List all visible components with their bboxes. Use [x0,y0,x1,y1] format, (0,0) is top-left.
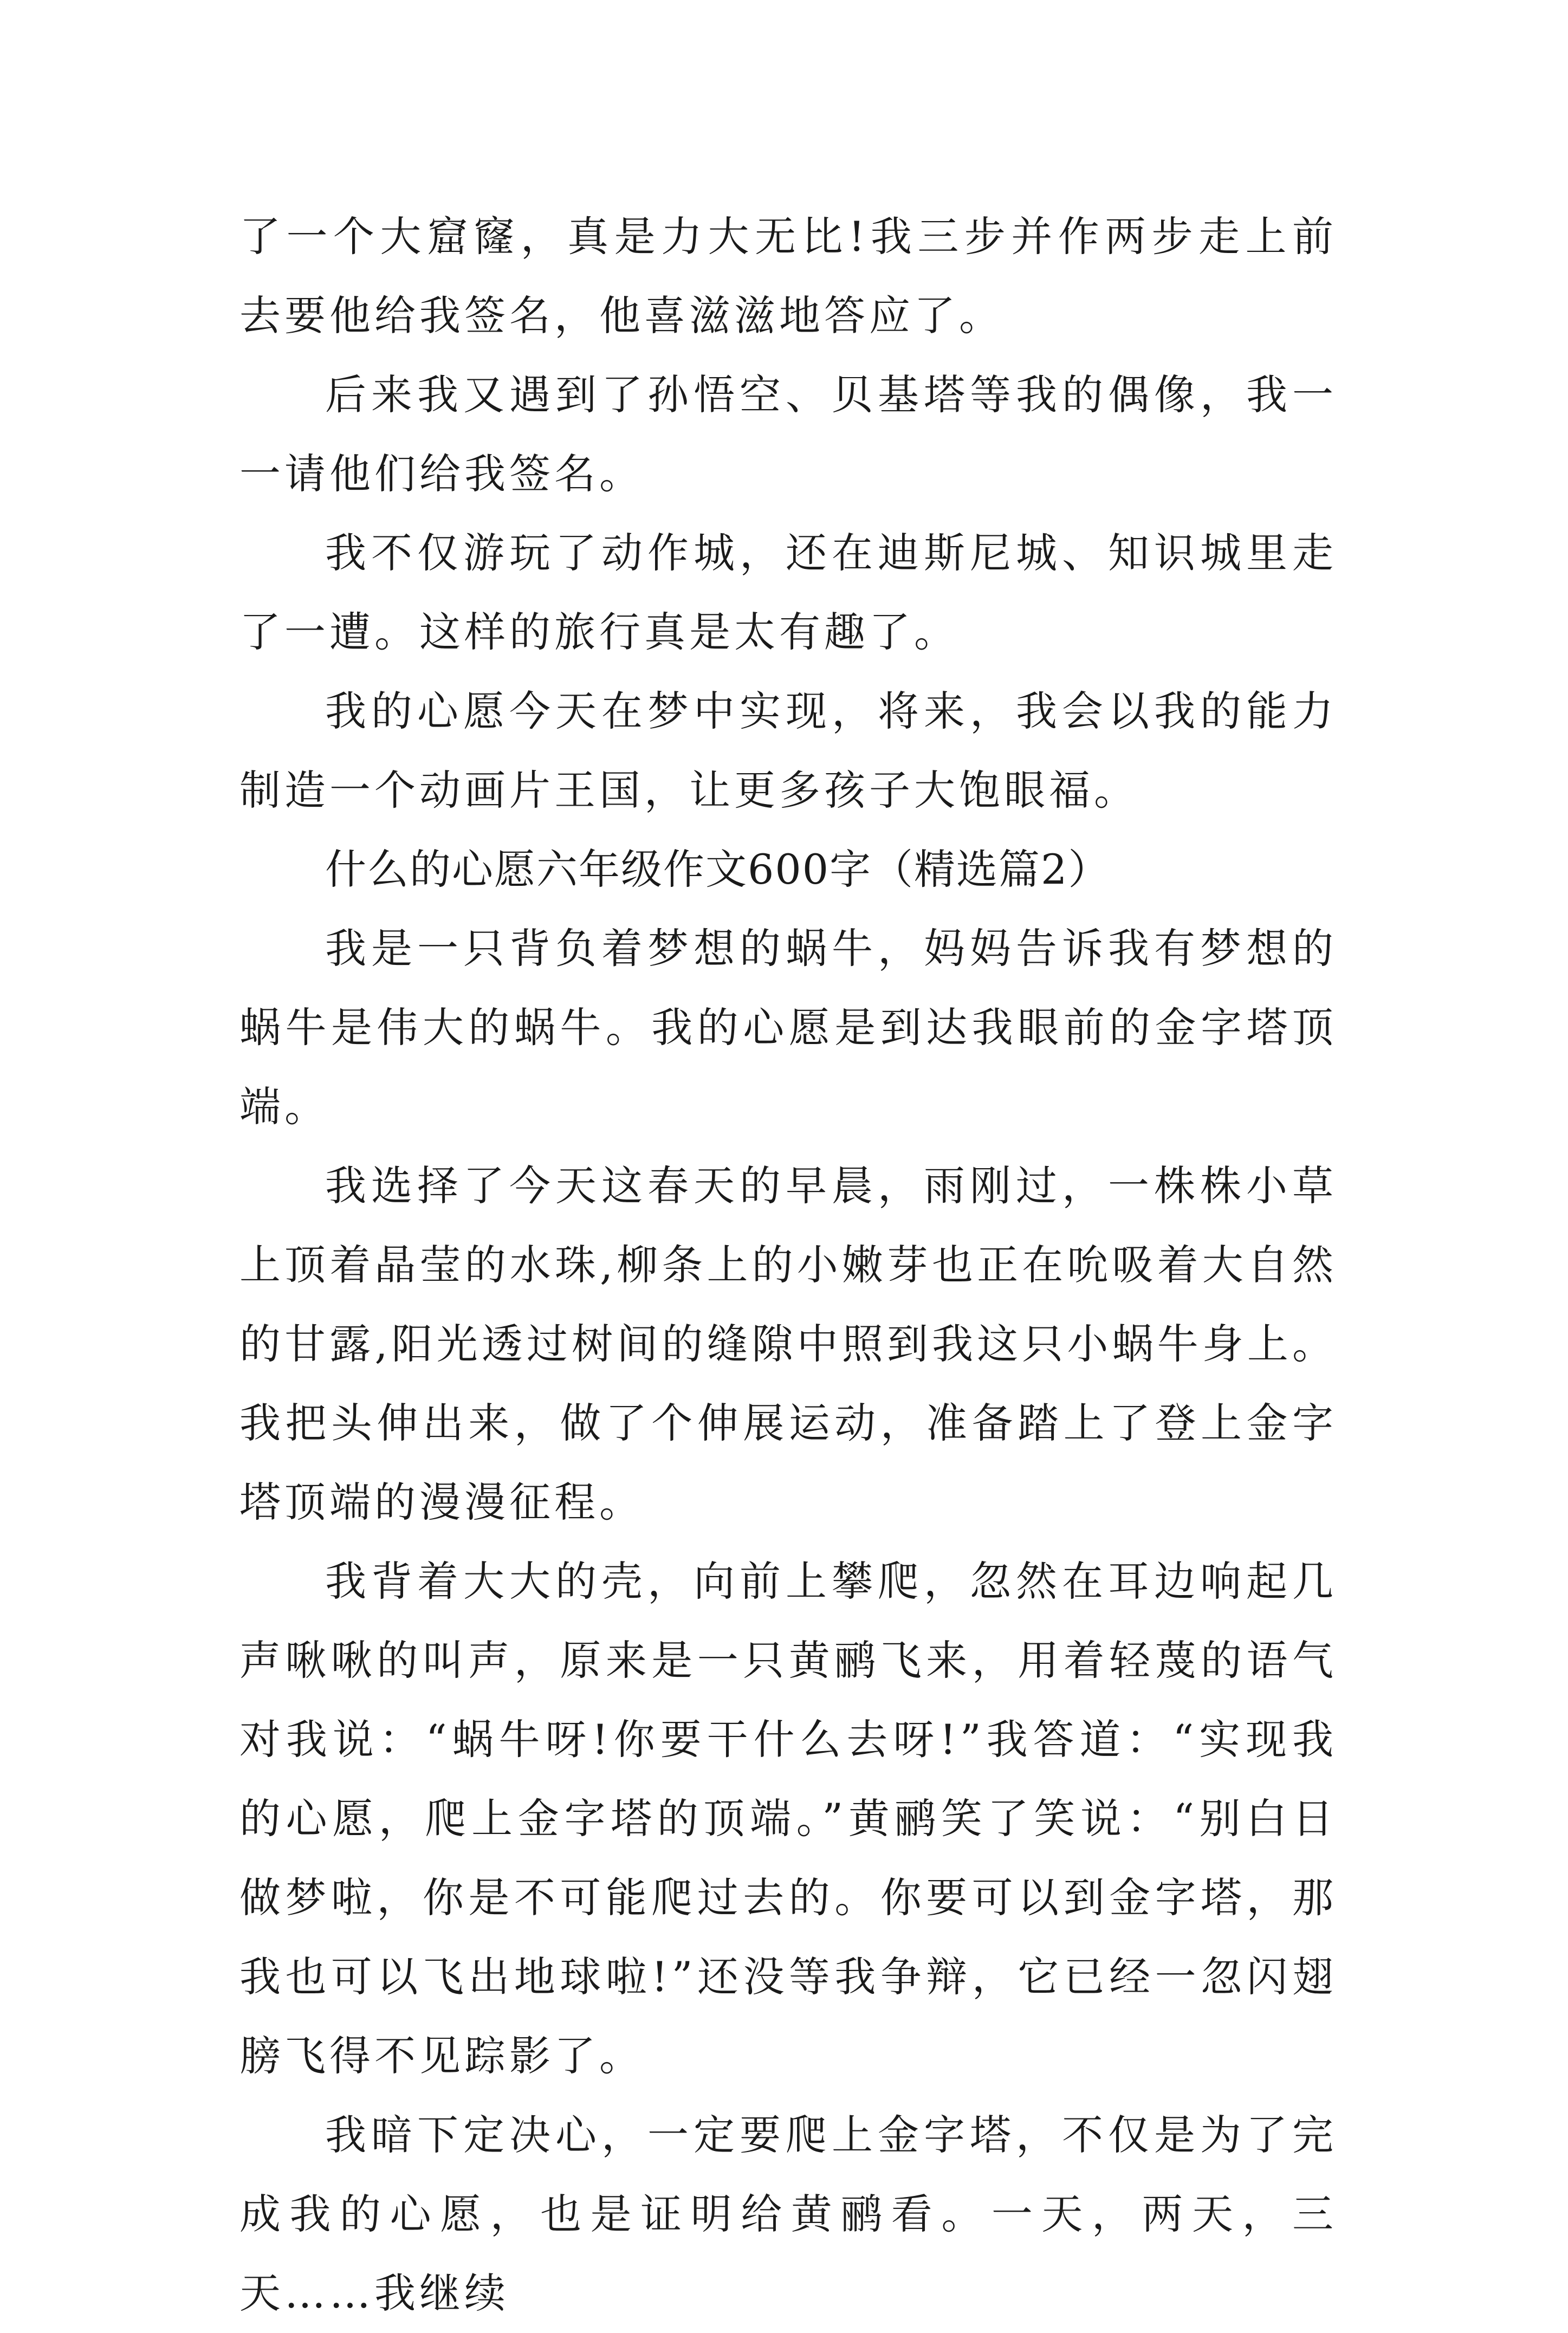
paragraph: 我背着大大的壳，向前上攀爬，忽然在耳边响起几声啾啾的叫声，原来是一只黄鹂飞来，用着轻蔑的语气对我说：“蜗牛呀!你要干什么去呀!”我答道：“实现我的心愿，爬上金字塔的顶端。”黄鹂笑了笑说：“别白日做梦啦，你是不可能爬过去的。你要可以到金字塔，那我也可以飞出地球啦!”还没等我争辩，它已经一忽闪翅膀飞得不见踪影了。 [239,1557,1337,2080]
paragraph: 了一个大窟窿，真是力大无比!我三步并作两步走上前去要他给我签名，他喜滋滋地答应了。 [239,212,1337,340]
paragraph: 我选择了今天这春天的早晨，雨刚过，一株株小草上顶着晶莹的水珠,柳条上的小嫩芽也正在吮吸着大自然的甘露,阳光透过树间的缝隙中照到我这只小蜗牛身上。我把头伸出来，做了个伸展运动，准备踏上了登上金字塔顶端的漫漫征程。 [239,1162,1337,1526]
body-text [239,197,1337,2333]
paragraph: 我暗下定决心，一定要爬上金字塔，不仅是为了完成我的心愿，也是证明给黄鹂看。一天，两天，三天……我继续 [239,2111,1337,2317]
paragraph: 我的心愿今天在梦中实现，将来，我会以我的能力制造一个动画片王国，让更多孩子大饱眼福。 [239,687,1337,814]
paragraph: 我是一只背负着梦想的蜗牛，妈妈告诉我有梦想的蜗牛是伟大的蜗牛。我的心愿是到达我眼前的金字塔顶端。 [239,924,1337,1131]
paragraph: 后来我又遇到了孙悟空、贝基塔等我的偶像，我一一请他们给我签名。 [239,371,1337,498]
section-heading: 什么的心愿六年级作文600字（精选篇2） [325,845,1111,893]
paragraph: 我不仅游玩了动作城，还在迪斯尼城、知识城里走了一遭。这样的旅行真是太有趣了。 [239,529,1337,656]
